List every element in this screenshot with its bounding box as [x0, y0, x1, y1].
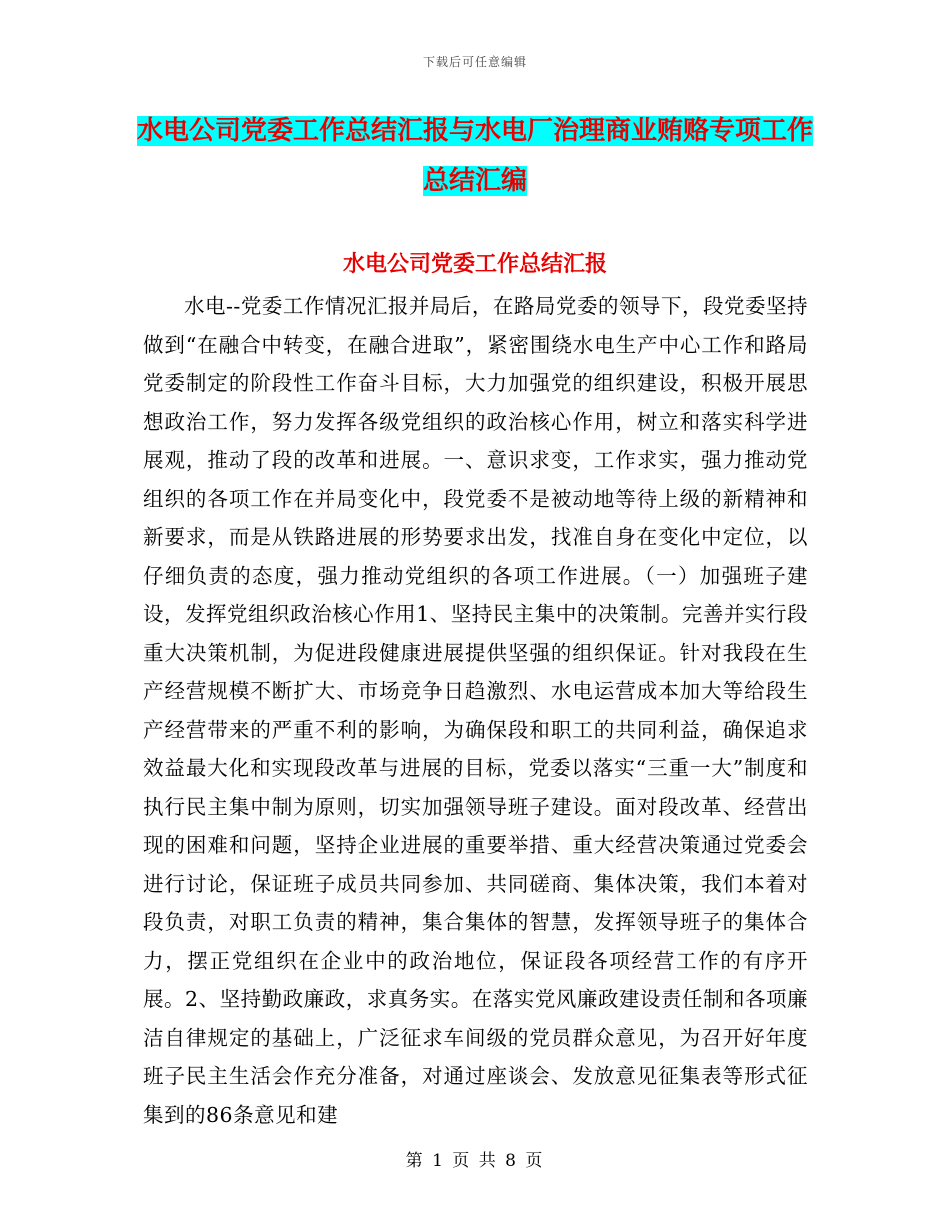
document-title-text: 水电公司党委工作总结汇报与水电厂治理商业贿赂专项工作总结汇编 — [136, 116, 813, 196]
section-title: 水电公司党委工作总结汇报 — [342, 251, 607, 277]
document-title — [130, 106, 820, 206]
page-header-note: 下载后可任意编辑 — [422, 55, 527, 69]
page-footer-number: 第 1 页 共 8 页 — [405, 1151, 545, 1171]
body-paragraph: 水电--党委工作情况汇报并局后，在路局党委的领导下，段党委坚持做到“在融合中转变，在融合进取”，紧密围绕水电生产中心工作和路局党委制定的阶段性工作奋斗目标，大力加强党的组织建设，积极开展思想政治工作，努力发挥各级党组织的政治核心作用，树立和落实科学进展观，推动了段的改革和进展。一、意识求变，工作求实，强力推动党组织的各项工作在并局变化中，段党委不是被动地等待上级的新精神和新要求，而是从铁路进展的形势要求出发，找准自身在变化中定位，以仔细负责的态度，强力推动党组织的各项工作进展。（一）加强班子建设，发挥党组织政治核心作用1、坚持民主集中的决策制。完善并实行段重大决策机制，为促进段健康进展提供坚强的组织保证。针对我段在生产经营规模不断扩大、市场竞争日趋激烈、水电运营成本加大等给段生产经营带来的严重不利的影响，为确保段和职工的共同利益，确保追求效益最大化和实现段改革与进展的目标，党委以落实“三重一大”制度和执行民主集中制为原则，切实加强领导班子建设。面对段改革、经营出现的困难和问题，坚持企业进展的重要举措、重大经营决策通过党委会进行讨论，保证班子成员共同参加、共同磋商、集体决策，我们本着对段负责，对职工负责的精神，集合集体的智慧，发挥领导班子的集体合力，摆正党组织在企业中的政治地位，保证段各项经营工作的有序开展。2、坚持勤政廉政，求真务实。在落实党风廉政建设责任制和各项廉洁自律规定的基础上，广泛征求车间级的党员群众意见，为召开好年度班子民主生活会作充分准备，对通过座谈会、发放意见征集表等形式征集到的86条意见和建 — [143, 294, 808, 1127]
